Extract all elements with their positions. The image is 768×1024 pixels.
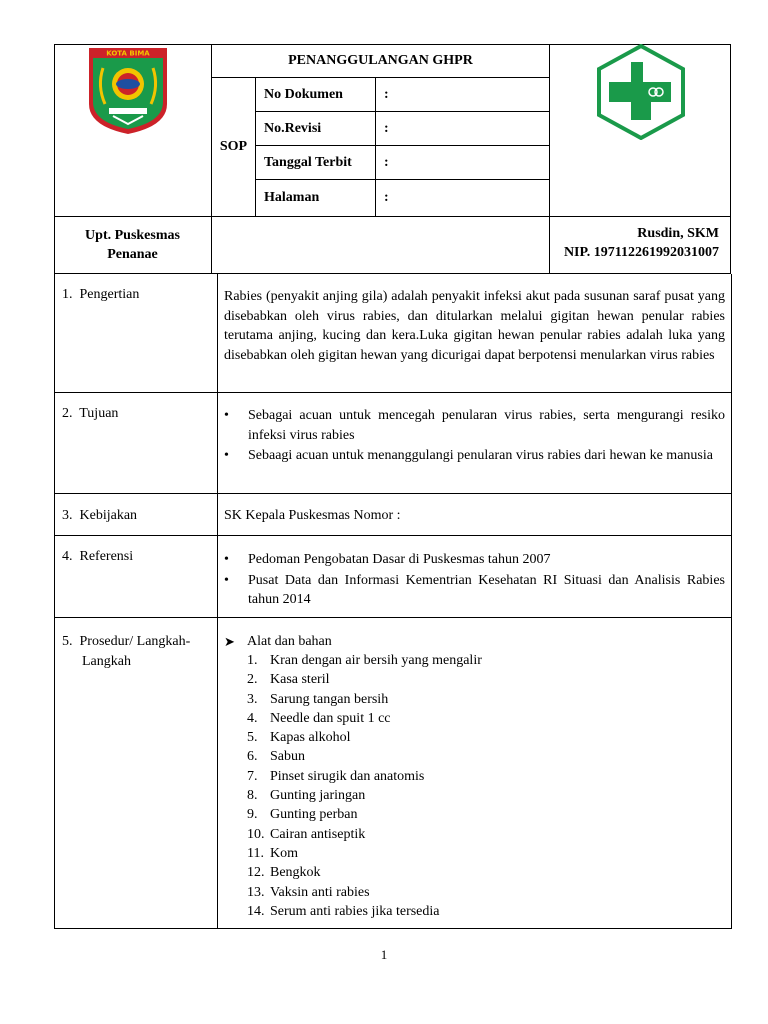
field-label-tanggal-terbit: Tanggal Terbit bbox=[256, 146, 376, 180]
title-text: PENANGGULANGAN GHPR bbox=[288, 52, 473, 68]
section-text-kebijakan: SK Kepala Puskesmas Nomor : bbox=[224, 508, 401, 523]
list-item-number: 10. bbox=[247, 826, 265, 842]
list-item-text: Kapas alkohol bbox=[270, 730, 351, 746]
field-label-no-revisi: No.Revisi bbox=[256, 112, 376, 146]
list-item bbox=[247, 767, 725, 786]
list-item-text: Vaksin anti rabies bbox=[270, 884, 370, 900]
list-item-number: 6. bbox=[247, 749, 258, 765]
list-item: • Pedoman Pengobatan Dasar di Puskesmas tahun 2007 bbox=[218, 550, 725, 570]
list-item: • Pusat Data dan Informasi Kementrian Kesehatan RI Situasi dan Analisis Rabies tahun 2014 bbox=[218, 571, 725, 610]
list-item bbox=[247, 670, 725, 689]
section-label-kebijakan: 3. Kebijakan bbox=[62, 508, 138, 523]
row-divider-1 bbox=[54, 392, 732, 393]
list-item bbox=[247, 728, 725, 747]
field-value-halaman: : bbox=[376, 180, 550, 216]
section-label-prosedur: 5. Prosedur/ Langkah- Langkah bbox=[62, 634, 191, 669]
section-list-referensi bbox=[218, 550, 725, 611]
list-item bbox=[247, 825, 725, 844]
list-item-text: Kom bbox=[270, 845, 298, 861]
list-item-text: Kran dengan air bersih yang mengalir bbox=[270, 653, 482, 668]
list-item-text: Kasa steril bbox=[270, 672, 330, 688]
field-label-halaman: Halaman bbox=[256, 180, 376, 216]
list-item bbox=[247, 805, 725, 824]
section-label-tujuan: 2. Tujuan bbox=[62, 406, 119, 421]
field-label-no-dokumen: No Dokumen bbox=[256, 78, 376, 112]
list-item bbox=[247, 786, 725, 805]
list-item-text: Cairan antiseptik bbox=[270, 826, 366, 842]
row-divider-4 bbox=[54, 617, 732, 618]
list-item-number: 3. bbox=[247, 691, 258, 707]
list-item bbox=[247, 651, 725, 670]
list-item bbox=[247, 690, 725, 709]
list-item-number: 1. bbox=[247, 653, 258, 668]
list-item-number: 13. bbox=[247, 884, 265, 900]
signer-nip: NIP. 197112261992031007 bbox=[563, 245, 719, 260]
document-title bbox=[212, 44, 550, 78]
list-item-text: Bengkok bbox=[270, 865, 321, 881]
section-list-tujuan bbox=[218, 406, 725, 467]
list-item-number: 7. bbox=[247, 768, 258, 784]
list-item-text: Pinset sirugik dan anatomis bbox=[270, 768, 425, 784]
section-label-referensi: 4. Referensi bbox=[62, 549, 134, 564]
list-item-text: Sabun bbox=[270, 749, 305, 765]
list-item-number: 11. bbox=[247, 845, 264, 861]
field-value-tanggal-terbit: : bbox=[376, 146, 550, 180]
signer-name: Rusdin, SKM bbox=[637, 226, 719, 241]
field-value-no-dokumen: : bbox=[376, 78, 550, 112]
list-item bbox=[247, 709, 725, 728]
list-item bbox=[247, 844, 725, 863]
field-value-no-revisi: : bbox=[376, 112, 550, 146]
list-item-text: Sarung tangan bersih bbox=[270, 691, 389, 707]
list-item-text: Needle dan spuit 1 cc bbox=[270, 710, 391, 726]
list-item-text: Gunting perban bbox=[270, 807, 358, 823]
list-item bbox=[247, 883, 725, 902]
sop-label bbox=[212, 78, 256, 216]
list-item-number: 4. bbox=[247, 710, 258, 726]
organization-name: Upt. Puskesmas Penanae bbox=[54, 216, 212, 274]
signer-block bbox=[550, 216, 731, 274]
list-item-number: 8. bbox=[247, 788, 258, 804]
section-text-pengertian: Rabies (penyakit anjing gila) adalah penyakit infeksi akut pada susunan saraf pusat yang disebabkan oleh virus rabies, dan ditularkan melalui gigitan hewan penular rabies terutama anjing, kucing dan kera.Luka gigitan hewan penular rabies adalah luka yang disebabkan oleh gigitan hewan yang dicurigai dapat berpotensi menularkan virus rabies bbox=[224, 289, 725, 363]
list-item bbox=[247, 902, 725, 921]
row-divider-3 bbox=[54, 535, 732, 536]
list-item-number: 9. bbox=[247, 807, 258, 823]
row-divider-2 bbox=[54, 493, 732, 494]
list-item: • Sebagai acuan untuk mencegah penularan virus rabies, serta mengurangi resiko infeksi virus rabies bbox=[218, 406, 725, 445]
empty-middle-cell bbox=[212, 216, 550, 274]
page-number: 1 bbox=[380, 947, 388, 962]
logo-left-text: KOTA BIMA bbox=[106, 49, 150, 58]
list-item-text: Gunting jaringan bbox=[270, 788, 366, 804]
puskesmas-logo-cell bbox=[550, 44, 731, 216]
logo-cell bbox=[54, 44, 212, 216]
list-item bbox=[247, 863, 725, 882]
list-item-number: 2. bbox=[247, 672, 258, 688]
list-item-number: 12. bbox=[247, 865, 265, 881]
list-item-number: 14. bbox=[247, 903, 265, 919]
list-item: • Sebaagi acuan untuk menanggulangi penularan virus rabies dari hewan ke manusia bbox=[218, 446, 725, 466]
sop-text: SOP bbox=[219, 139, 248, 154]
section-label-pengertian: 1. Pengertian bbox=[62, 287, 140, 302]
procedure-heading: ➤ Alat dan bahan bbox=[224, 632, 724, 652]
list-item bbox=[247, 747, 725, 766]
arrow-bullet-icon: ➤ bbox=[224, 634, 235, 649]
kota-bima-logo bbox=[83, 46, 173, 136]
procedure-list bbox=[247, 651, 725, 921]
list-item-number: 5. bbox=[247, 730, 258, 746]
puskesmas-logo bbox=[595, 44, 687, 140]
list-item-text: Serum anti rabies jika tersedia bbox=[270, 903, 440, 919]
